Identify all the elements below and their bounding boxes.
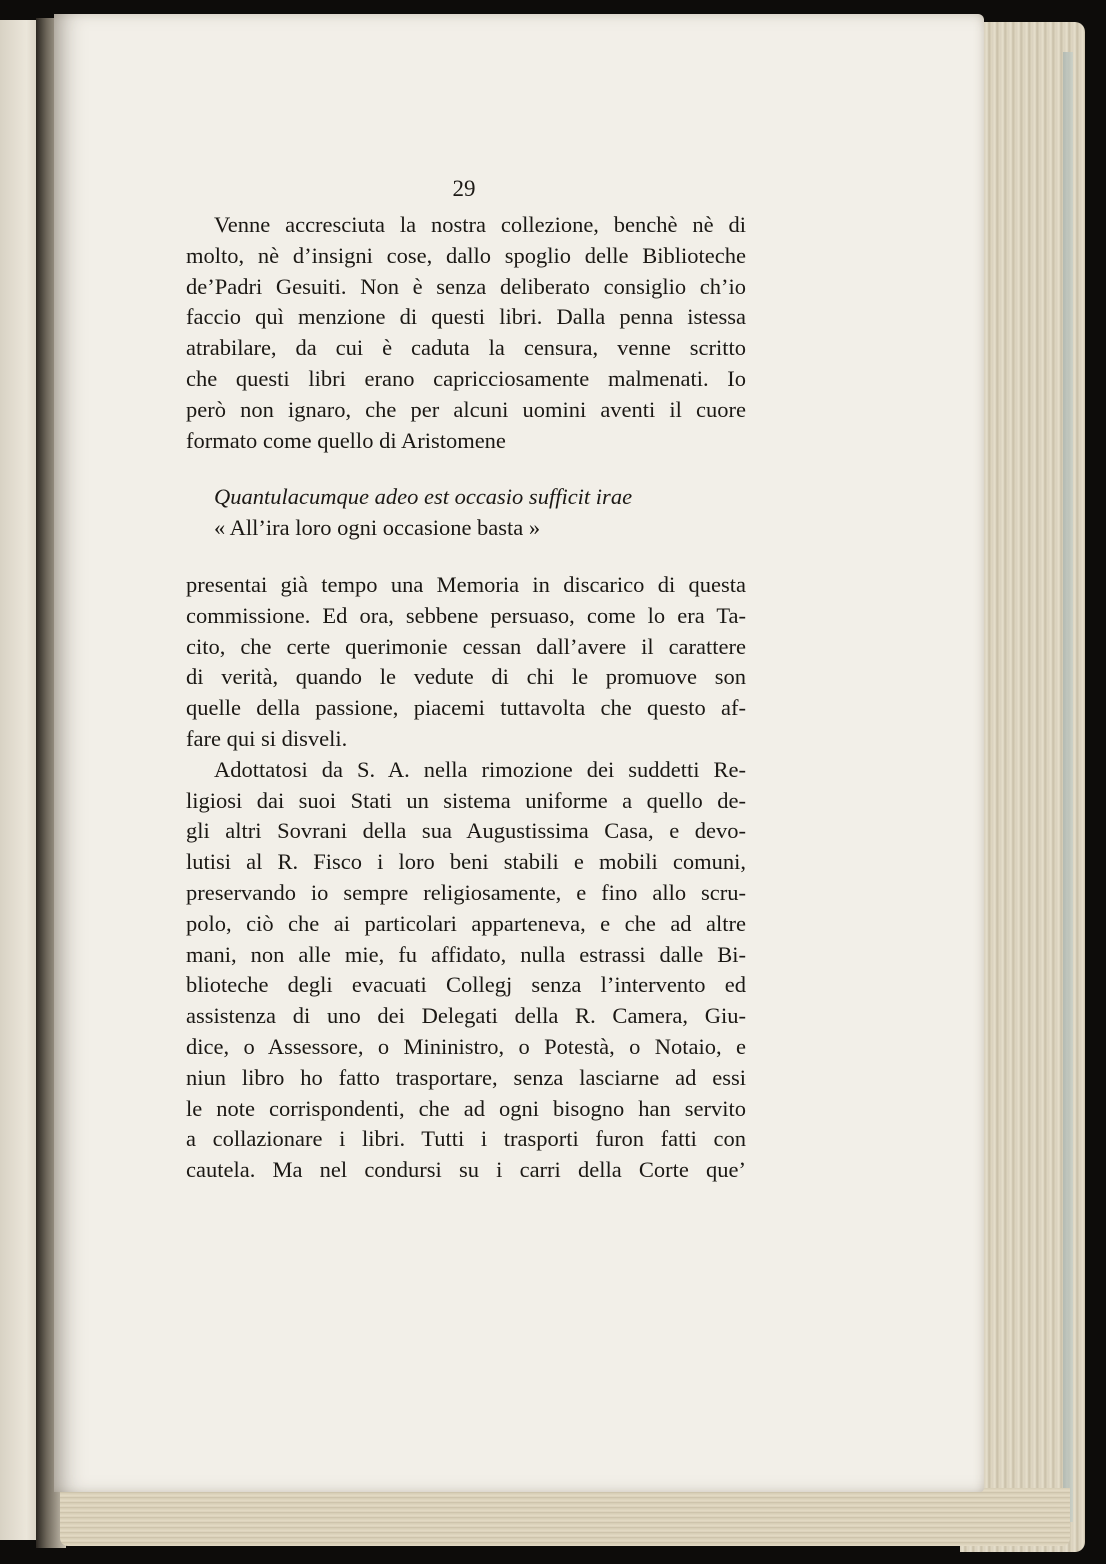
latin-quote: Quantulacumque adeo est occasio sufficit irae: [214, 484, 633, 510]
text-line: cautela. Ma nel condursi su i carri della Corte que’: [186, 1157, 746, 1183]
italian-quote: « All’ira loro ogni occasione basta »: [214, 515, 541, 541]
text-line: fare qui si disveli.: [186, 725, 348, 751]
text-line: formato come quello di Aristomene: [186, 427, 506, 453]
text-line: blioteche degli evacuati Collegj senza l’intervento ed: [186, 972, 746, 998]
text-line: assistenza di uno dei Delegati della R. Camera, Giu-: [186, 1003, 746, 1029]
text-line: Venne accresciuta la nostra collezione, benchè nè di: [214, 212, 746, 237]
text-line: atrabilare, da cui è caduta la censura, venne scritto: [186, 335, 746, 361]
paragraph-2: [186, 570, 746, 755]
text-line: commissione. Ed ora, sebbene persuaso, come lo era Ta-: [186, 602, 746, 628]
book-page: [54, 14, 984, 1492]
text-line: polo, ciò che ai particolari apparteneva, e che ad altre: [186, 910, 746, 936]
text-line: ligiosi dai suoi Stati un sistema uniforme a quello de-: [186, 787, 746, 813]
text-line: Adottatosi da S. A. nella rimozione dei suddetti Re-: [214, 756, 746, 782]
bottom-page-edges: [60, 1488, 1070, 1546]
text-line: lutisi al R. Fisco i loro beni stabili e mobili comuni,: [186, 849, 746, 875]
text-line: mani, non alle mie, fu affidato, nulla estrassi dalle Bi-: [186, 941, 746, 967]
text-line: di verità, quando le vedute di chi le promuove son: [186, 664, 746, 690]
text-line: le note corrispondenti, che ad ogni bisogno han servito: [186, 1095, 746, 1121]
spacer: [186, 456, 746, 482]
page-text: [186, 210, 746, 1186]
text-line: presentai già tempo una Memoria in discarico di questa: [186, 571, 746, 597]
quotation: [186, 482, 746, 544]
spacer: [186, 544, 746, 570]
text-line: faccio quì menzione di questi libri. Dalla penna istessa: [186, 304, 746, 330]
text-line: molto, nè d’insigni cose, dallo spoglio delle Biblioteche: [186, 242, 746, 268]
text-line: cito, che certe querimonie cessan dall’avere il carattere: [186, 633, 746, 659]
text-line: niun libro ho fatto trasportare, senza lasciarne ad essi: [186, 1064, 746, 1090]
text-line: a collazionare i libri. Tutti i trasporti furon fatti con: [186, 1126, 746, 1152]
text-line: però non ignaro, che per alcuni uomini aventi il cuore: [186, 396, 746, 422]
text-line: quelle della passione, piacemi tuttavolta che questo af-: [186, 695, 746, 721]
paragraph-1: [186, 210, 746, 456]
text-line: dice, o Assessore, o Mininistro, o Potestà, o Notaio, e: [186, 1033, 746, 1059]
text-line: che questi libri erano capricciosamente malmenati. Io: [186, 365, 746, 391]
text-line: preservando io sempre religiosamente, e fino allo scru-: [186, 879, 746, 905]
text-line: gli altri Sovrani della sua Augustissima Casa, e devo-: [186, 818, 746, 844]
page-number: 29: [452, 176, 476, 201]
paragraph-3: [186, 755, 746, 1186]
text-line: de’Padri Gesuiti. Non è senza deliberato consiglio ch’io: [186, 273, 746, 299]
